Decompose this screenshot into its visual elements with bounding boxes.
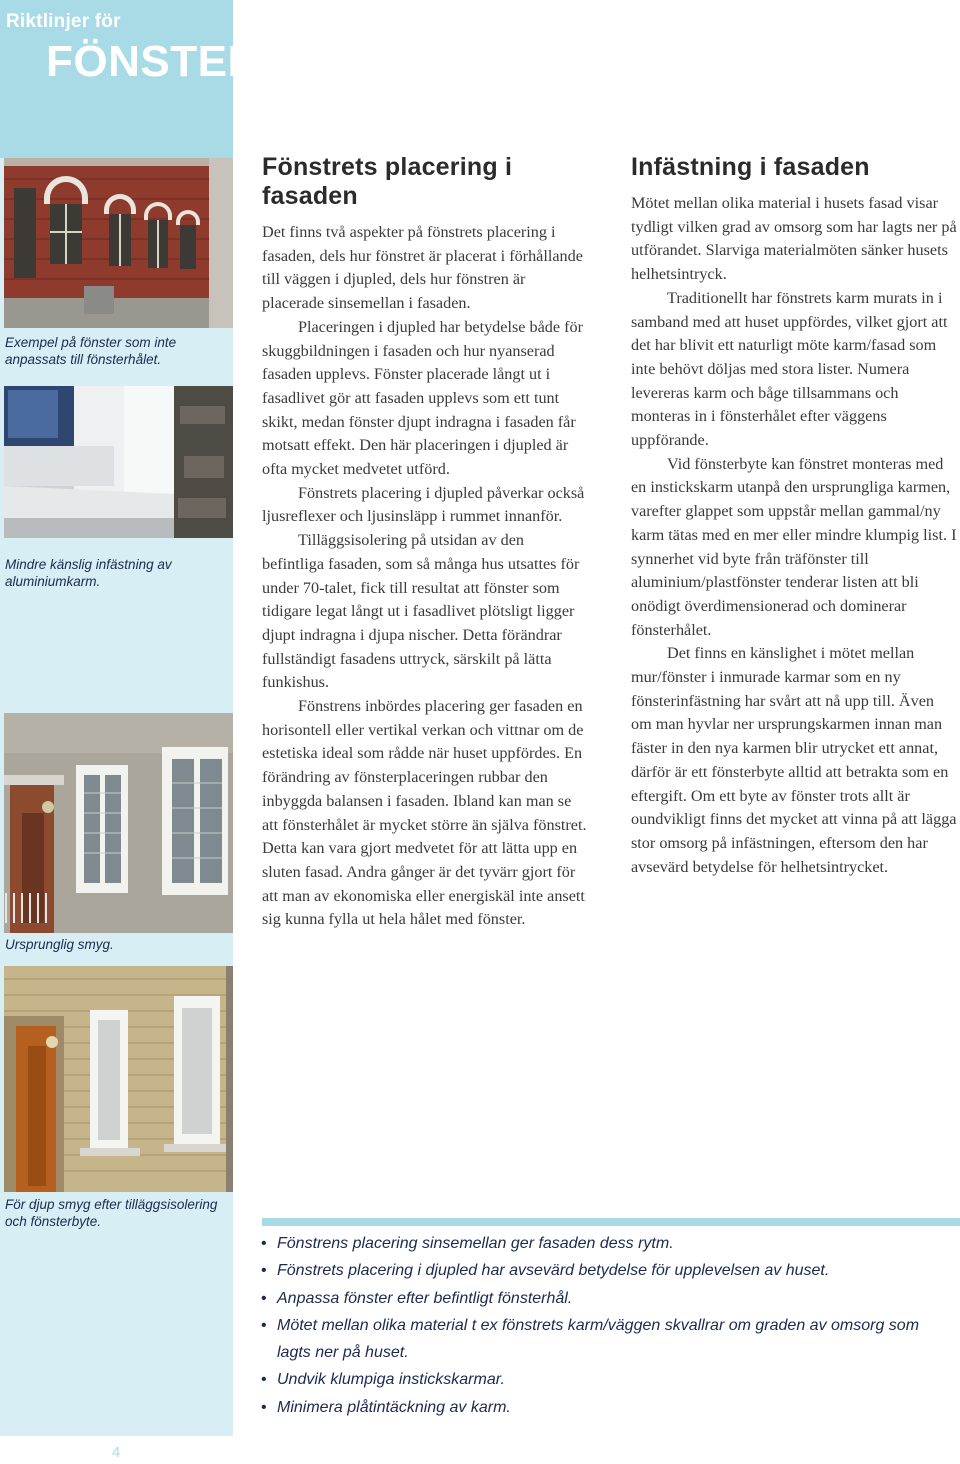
body-paragraph: Det finns en känslighet i mötet mellan mur/fönster i inmurade karmar som en ny fönsterinfästning har svårt att nå upp till. Även om man hyvlar ner ursprungskarmen innan man fäster in den nya karmen blir utrycket ett annat, därför är ett fönsterbyte alltid att betrakta som en eftergift. Om ett byte av fönster trots allt är oundvikligt finns det mycket att vinna på att lägga stor omsorg på infästningen, eftersom den har avsevärd betydelse för helhetsintrycket. (631, 644, 957, 876)
page-title: FÖNSTER (46, 37, 260, 86)
body-paragraph: Mötet mellan olika material i husets fasad visar tydligt vilken grad av omsorg som har lagts ner på utförandet. Slarviga materialmöten sänker husets helhetsintryck. (631, 194, 957, 284)
brick-facade-arched-windows-photo (4, 158, 233, 328)
section-heading: Fönstrets placering i fasaden (262, 153, 513, 210)
body-paragraph: Vid fönsterbyte kan fönstret monteras med en instickskarm utanpå den ursprungliga karmen, varefter glappet som uppstår mellan gammal/ny karm tätas med en mer eller mindre klumpig list. I synnerhet vid byte från träfönster till aluminium/plastfönster tenderar listen att bli onödigt överdimensionerad och dominerar fönsterhålet. (631, 454, 957, 639)
list-item: • Anpassa fönster efter befintligt fönsterhål. (258, 1285, 948, 1312)
list-item: • Minimera plåtintäckning av karm. (258, 1394, 948, 1421)
body-paragraph: Placeringen i djupled har betydelse både för skuggbildningen i fasaden och hur nyanserad fasaden upplevs. Fönster placerade långt ut i fasadlivet gör att fasaden upplevs som ett tunt skikt, medan fönster djupt indragna i fasaden får motsatt effekt. Den här placeringen i djupled är ofta mycket medvetet utförd. (262, 317, 583, 479)
section-heading: Infästning i fasaden (631, 153, 870, 181)
body-paragraph: Tilläggsisolering på utsidan av den befintliga fasaden, som så många hus utsattes för under 70-talet, fick till resultat att fönster som tidigare legat långt ut i fasadlivet plötsligt ligger djupt indragna i djupa nischer. Detta förändrar fullständigt fasadens uttryck, särskilt på lätta funkishus. (262, 531, 580, 692)
plaster-facade-windows-photo (4, 713, 233, 933)
window-sill-closeup-photo (4, 386, 233, 538)
summary-divider (262, 1218, 960, 1226)
placement-section (262, 153, 590, 932)
photo-caption: Exempel på fönster som inte anpassats till fönsterhålet. (5, 335, 177, 367)
list-item: • Fönstrens placering sinsemellan ger fasaden dess rytm. (258, 1230, 948, 1257)
brick-facade-deep-windows-photo (4, 966, 233, 1192)
summary-list (258, 1230, 948, 1421)
photo-caption: Ursprunglig smyg. (5, 937, 114, 952)
list-item: • Mötet mellan olika material t ex fönstrets karm/väggen skvallrar om graden av omsorg som lagts ner på huset. (258, 1312, 948, 1367)
header-block (0, 0, 260, 158)
mounting-section (631, 153, 958, 879)
list-item: • Undvik klumpiga instickskarmar. (258, 1366, 948, 1393)
body-paragraph: Traditionellt har fönstrets karm murats in i samband med att huset uppfördes, vilket gjort att det har blivit ett naturligt möte karm/fasad som inte behövt döljas med stora lister. Numera levereras karm och båge tillsammans och monteras in i fönsterhålet efter väggens uppförande. (631, 288, 948, 450)
body-paragraph: Fönstrens inbördes placering ger fasaden en horisontell eller vertikal verkan och vittnar om de estetiska ideal som rådde när huset uppfördes. En förändring av fönsterplaceringen rubbar den inbyggda balansen i fasaden. Ibland kan man se att fönsterhålet är mycket större än själva fönstret. Detta kan vara gjort medvetet för att lätta upp en sluten fasad. Andra gånger är det tyvärr gjort för att man av ekonomiska eller energiskäl inte ansett sig kunna fylla ut hela hålet med fönster. (262, 697, 587, 929)
photo-caption: För djup smyg efter tilläggsisolering och fönsterbyte. (5, 1197, 218, 1229)
photo-caption: Mindre känslig infästning av aluminiumkarm. (5, 557, 172, 589)
body-paragraph: Fönstrets placering i djupled påverkar också ljusreflexer och ljusinsläpp i rummet innanför. (262, 483, 585, 526)
header-kicker: Riktlinjer för (6, 11, 121, 32)
page-number: 4 (112, 1444, 121, 1461)
list-item: • Fönstrets placering i djupled har avsevärd betydelse för upplevelsen av huset. (258, 1257, 948, 1284)
body-paragraph: Det finns två aspekter på fönstrets placering i fasaden, dels hur fönstret är placerat i förhållande till väggen i djupled, dels hur fönstren är placerade sinsemellan i fasaden. (262, 223, 583, 313)
